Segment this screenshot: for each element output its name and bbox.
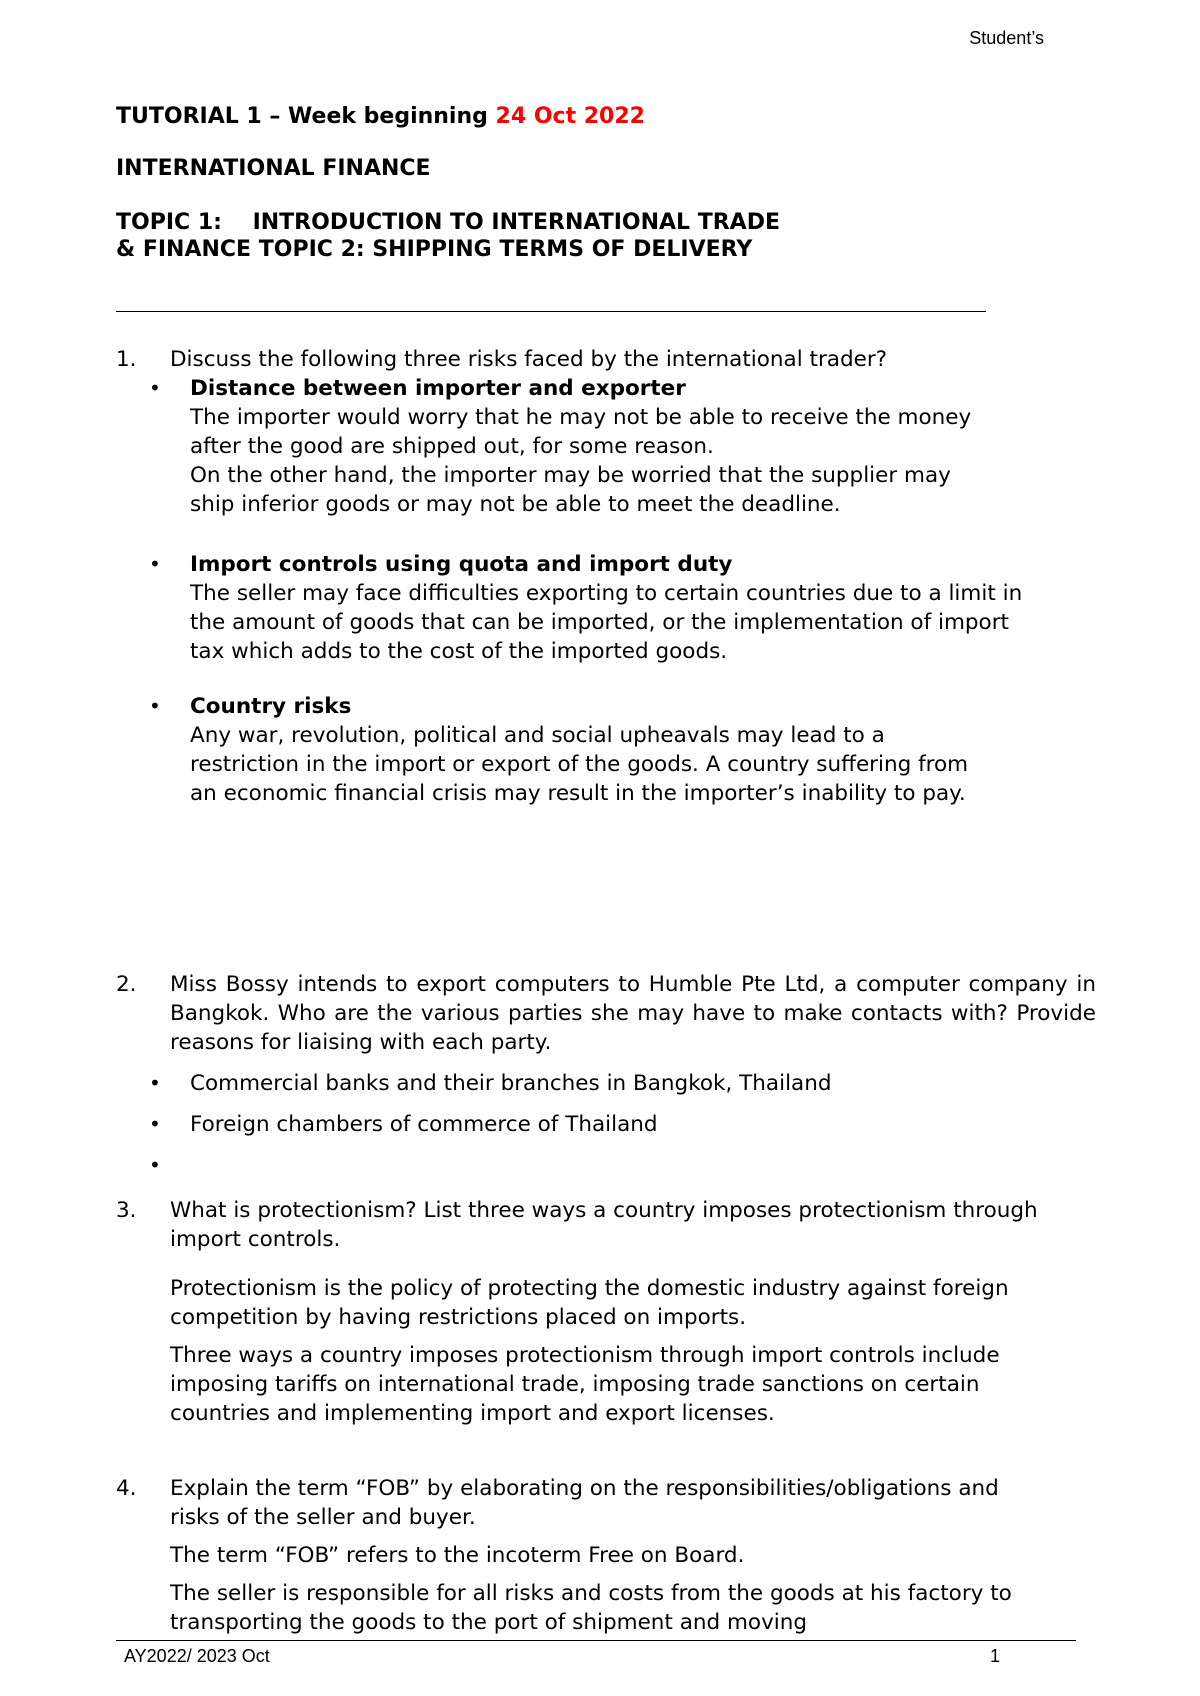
bullet-text: Foreign chambers of commerce of Thailand xyxy=(190,1112,658,1137)
question-text: Discuss the following three risks faced by the international trader? xyxy=(170,347,888,372)
tutorial-title: TUTORIAL 1 – Week beginning 24 Oct 2022 xyxy=(116,104,645,129)
bullet-icon: • xyxy=(149,552,161,576)
bullet-heading: Import controls using quota and import duty xyxy=(190,552,733,577)
question-number: 4. xyxy=(116,1476,137,1501)
bullet-icon: • xyxy=(149,1112,161,1136)
topic-line-2: & FINANCE TOPIC 2: SHIPPING TERMS OF DELIVERY xyxy=(116,237,753,262)
header-student-label: Student’s xyxy=(969,28,1044,48)
bullet-heading: Country risks xyxy=(190,694,352,719)
question-text: What is protectionism? List three ways a country imposes protectionism through import controls. xyxy=(170,1198,1038,1252)
question-1 xyxy=(116,345,1096,808)
question-text: Explain the term “FOB” by elaborating on the responsibilities/obligations and risks of the seller and buyer. xyxy=(170,1476,999,1530)
bullet-text: Commercial banks and their branches in Bangkok, Thailand xyxy=(190,1071,832,1096)
bullet-icon: • xyxy=(149,1153,161,1177)
answer-text: Three ways a country imposes protectionism through import controls include imposing tariffs on international trade, imposing trade sanctions on certain countries and implementing import and export licenses. xyxy=(170,1343,1000,1426)
topic-line-1: TOPIC 1: INTRODUCTION TO INTERNATIONAL TRADE xyxy=(116,210,780,235)
bullet-heading: Distance between importer and exporter xyxy=(190,376,686,401)
list-item xyxy=(116,1151,1096,1180)
footer-term: AY2022/ 2023 Oct xyxy=(124,1646,270,1666)
bullet-icon: • xyxy=(149,694,161,718)
question-number: 1. xyxy=(116,347,137,372)
list-item xyxy=(116,374,1096,519)
bullet-text: On the other hand, the importer may be worried that the supplier may ship inferior goods or may not be able to meet the deadline. xyxy=(190,463,951,517)
list-item xyxy=(116,1069,1096,1098)
page-number: 1 xyxy=(990,1646,1001,1666)
list-item xyxy=(116,550,1096,666)
question-4 xyxy=(116,1474,1096,1637)
tutorial-date: 24 Oct 2022 xyxy=(495,104,645,129)
bullet-icon: • xyxy=(149,376,161,400)
question-number: 2. xyxy=(116,972,137,997)
answer-text: The seller is responsible for all risks and costs from the goods at his factory to transporting the goods to the port of shipment and moving xyxy=(170,1581,1012,1635)
question-number: 3. xyxy=(116,1198,137,1223)
bullet-icon: • xyxy=(149,1071,161,1095)
course-title: INTERNATIONAL FINANCE xyxy=(116,156,431,181)
list-item xyxy=(116,1110,1096,1139)
title-divider xyxy=(116,311,986,312)
bullet-text: Any war, revolution, political and social upheavals may lead to a restriction in the import or export of the goods. A country suffering from an economic financial crisis may result in the importer’s inability to pay. xyxy=(190,723,969,806)
footer-divider xyxy=(116,1640,1076,1641)
answer-text: Protectionism is the policy of protecting the domestic industry against foreign competition by having restrictions placed on imports. xyxy=(170,1276,1009,1330)
question-text: Miss Bossy intends to export computers to Humble Pte Ltd, a computer company in Bangkok. Who are the various parties she may have to make contacts with? Provide reasons for liaising with each party. xyxy=(170,972,1096,1055)
question-2 xyxy=(116,970,1096,1180)
question-3 xyxy=(116,1196,1096,1428)
list-item xyxy=(116,692,1096,808)
bullet-text: The importer would worry that he may not be able to receive the money after the good are shipped out, for some reason. xyxy=(190,405,972,459)
answer-text: The term “FOB” refers to the incoterm Free on Board. xyxy=(170,1543,745,1568)
bullet-text: The seller may face difficulties exporting to certain countries due to a limit in the amount of goods that can be imported, or the implementation of import tax which adds to the cost of the imported goods. xyxy=(190,581,1023,664)
